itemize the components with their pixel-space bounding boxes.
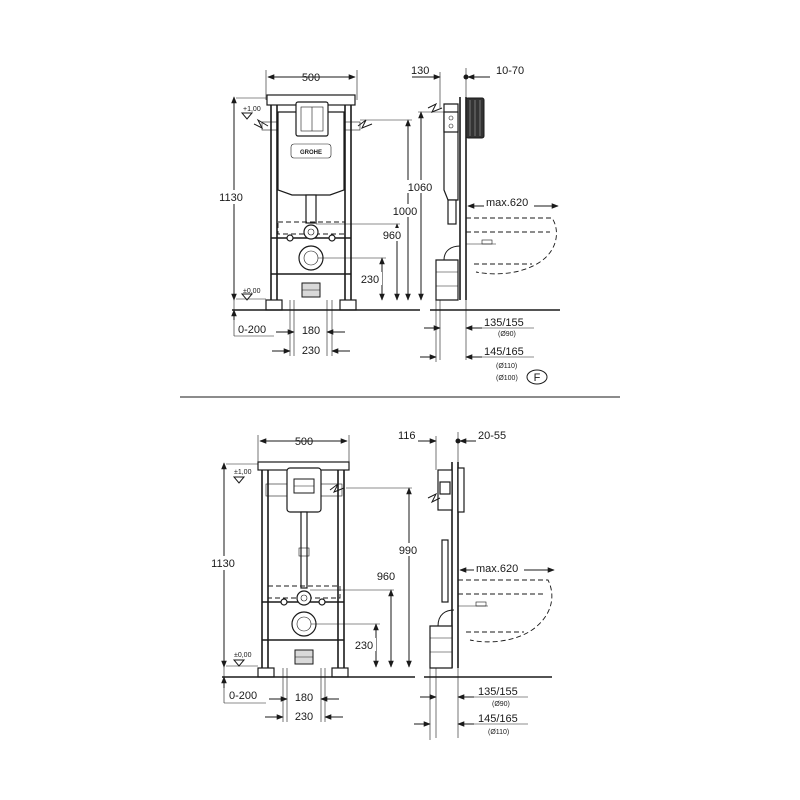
bottom-dim-145-sub: (Ø110) xyxy=(488,729,510,736)
bottom-level-bottom: ±0,00 xyxy=(234,652,252,659)
top-height-230: 230 xyxy=(360,274,380,286)
bottom-dim-145: 145/165 xyxy=(478,713,518,725)
top-height-960: 960 xyxy=(382,230,402,242)
variant-letter: F xyxy=(533,372,541,384)
top-dim-135-sub: (Ø90) xyxy=(498,331,516,338)
top-left-foot xyxy=(266,300,282,310)
top-dim-145-sub2: (Ø100) xyxy=(496,375,518,382)
bottom-flush-plate xyxy=(287,468,321,512)
bottom-wall-adjust: 20-55 xyxy=(478,430,507,442)
bottom-height-990: 990 xyxy=(398,545,418,557)
top-dim-145: 145/165 xyxy=(484,346,524,358)
top-brand-text: GROHE xyxy=(299,150,323,156)
bottom-dim-135-sub: (Ø90) xyxy=(492,701,510,708)
bottom-width-label: 500 xyxy=(294,436,314,448)
bottom-dim-135: 135/155 xyxy=(478,686,518,698)
top-side-view xyxy=(404,65,560,384)
top-height-1060: 1060 xyxy=(407,182,433,194)
top-height-total: 1130 xyxy=(219,192,243,204)
bottom-foot-adjust: 0-200 xyxy=(229,690,258,702)
top-front-view xyxy=(216,70,420,357)
bottom-right-foot xyxy=(332,668,348,677)
bottom-level-top: ±1,00 xyxy=(234,469,252,476)
top-wall-adjust: 10-70 xyxy=(496,65,525,77)
top-level-bottom: ±0,00 xyxy=(243,288,261,295)
top-flush-pipe xyxy=(306,195,316,223)
bottom-bowl-max: max.620 xyxy=(476,563,519,575)
bottom-front-view xyxy=(208,435,420,723)
bottom-height-960: 960 xyxy=(376,571,396,583)
bottom-height-total: 1130 xyxy=(211,558,235,570)
bottom-depth-label: 116 xyxy=(398,430,416,442)
bottom-width-180: 180 xyxy=(294,692,314,704)
top-width-label: 500 xyxy=(301,72,321,84)
top-dim-135: 135/155 xyxy=(484,317,524,329)
top-width-180: 180 xyxy=(301,325,321,337)
top-depth-label: 130 xyxy=(411,65,430,77)
top-bowl-max: max.620 xyxy=(486,197,529,209)
top-foot-adjust: 0-200 xyxy=(238,324,267,336)
bottom-height-230: 230 xyxy=(354,640,374,652)
bottom-side-view xyxy=(398,430,554,740)
top-width-230: 230 xyxy=(301,345,321,357)
bottom-left-foot xyxy=(258,668,274,677)
top-level-top: +1,00 xyxy=(243,106,261,113)
bottom-width-230: 230 xyxy=(294,711,314,723)
top-height-1000: 1000 xyxy=(392,206,418,218)
top-right-foot xyxy=(340,300,356,310)
top-dim-145-sub1: (Ø110) xyxy=(496,363,518,370)
